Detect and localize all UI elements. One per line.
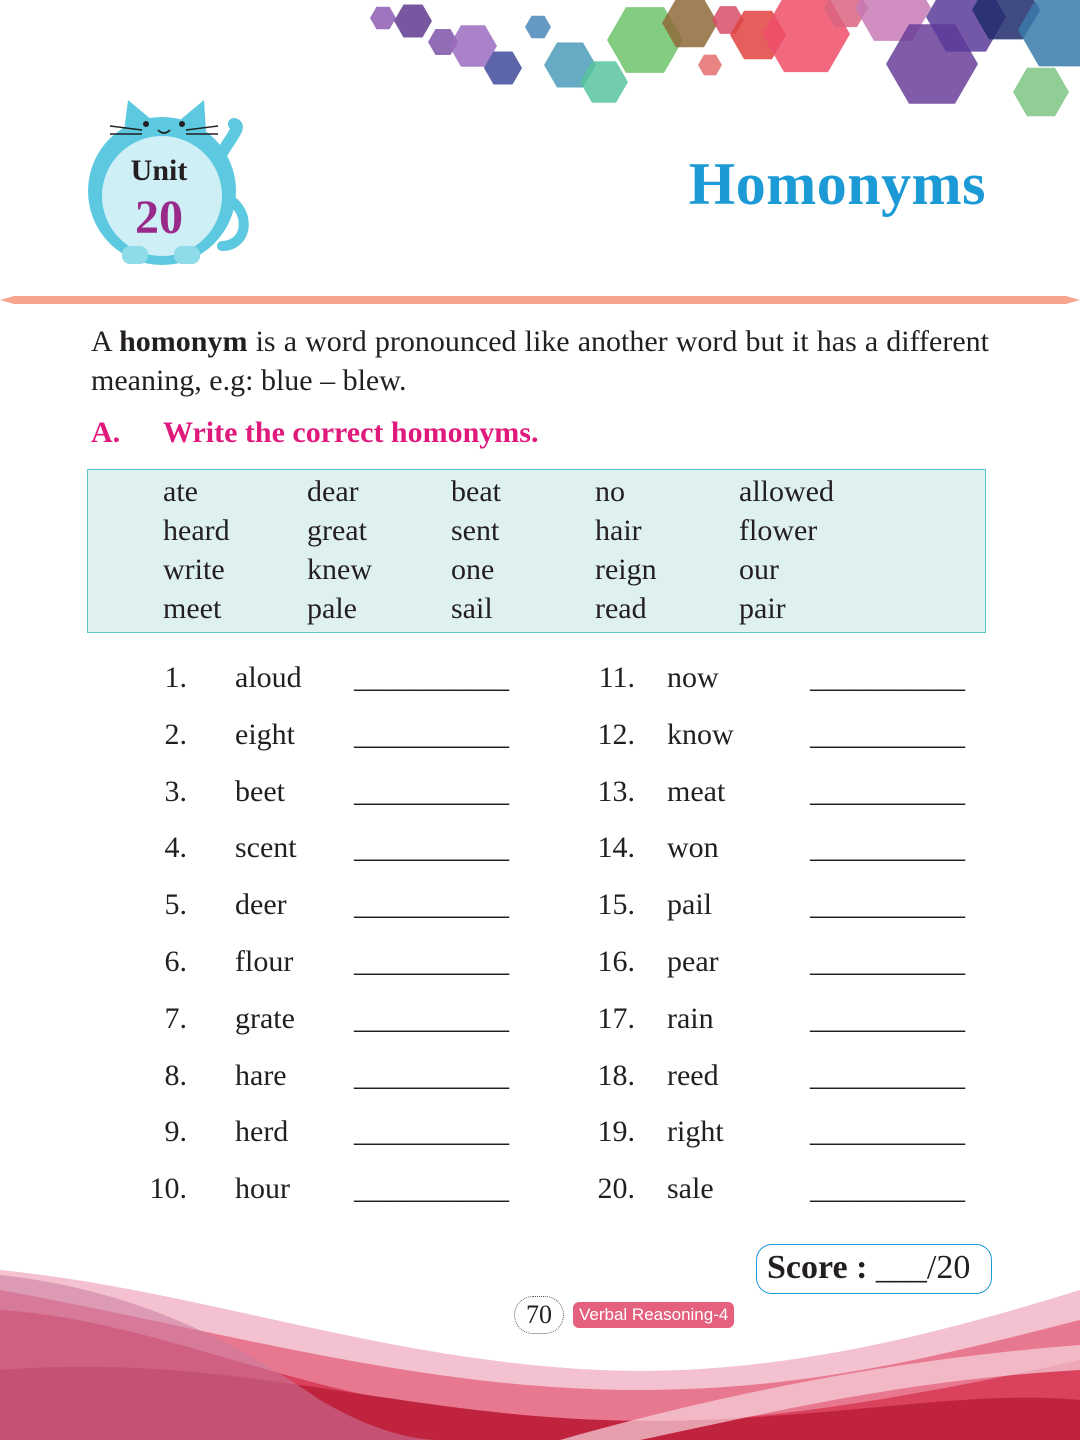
word-bank-word: knew	[307, 553, 372, 586]
answer-blank[interactable]: ___________	[354, 831, 508, 865]
word-bank-word: one	[451, 553, 495, 586]
page-number: 70	[514, 1296, 564, 1334]
word-bank-word: reign	[595, 553, 657, 586]
item-number: 18.	[597, 1058, 635, 1092]
item-word: meat	[667, 774, 726, 808]
item-number: 6.	[164, 945, 187, 978]
item-word: deer	[235, 888, 287, 922]
item-number: 3.	[164, 774, 187, 808]
item-word: aloud	[235, 661, 302, 694]
item-word: flour	[235, 945, 294, 978]
item-number: 8.	[164, 1058, 187, 1092]
section-letter: A.	[91, 416, 121, 449]
answer-blank[interactable]: ___________	[354, 1115, 508, 1149]
answer-blank[interactable]: ___________	[810, 1115, 964, 1149]
answer-blank[interactable]: ___________	[354, 888, 508, 922]
wave-decoration	[0, 1250, 1080, 1440]
unit-number: 20	[135, 191, 183, 244]
item-word: hare	[235, 1058, 287, 1092]
item-number: 9.	[164, 1115, 187, 1149]
word-bank-word: our	[739, 553, 779, 586]
answer-blank[interactable]: ___________	[810, 831, 964, 865]
answer-blank[interactable]: ___________	[354, 1172, 508, 1206]
item-word: pail	[667, 888, 712, 922]
answer-blank[interactable]: ___________	[354, 661, 508, 694]
word-bank-word: meet	[163, 592, 222, 625]
answer-blank[interactable]: ___________	[354, 945, 508, 978]
item-word: scent	[235, 831, 297, 865]
item-number: 13.	[597, 774, 635, 808]
answer-blank[interactable]: ___________	[810, 661, 964, 694]
word-bank-word: hair	[595, 514, 642, 547]
item-word: know	[667, 717, 734, 751]
intro-term: homonym	[119, 325, 248, 358]
item-number: 4.	[164, 831, 187, 865]
item-number: 1.	[164, 661, 187, 694]
hexagon-shape	[698, 55, 722, 76]
word-bank-word: sent	[451, 514, 500, 547]
word-bank	[87, 469, 986, 633]
item-number: 14.	[597, 831, 635, 865]
item-word: herd	[235, 1115, 289, 1149]
page-title: Homonyms	[688, 151, 986, 217]
word-bank-word: great	[307, 514, 367, 547]
section-instruction: Write the correct homonyms.	[163, 416, 539, 449]
answer-blank[interactable]: ___________	[810, 717, 964, 751]
item-number: 16.	[597, 945, 635, 978]
item-number: 11.	[598, 661, 635, 694]
item-number: 15.	[597, 888, 635, 922]
item-word: beet	[235, 774, 285, 808]
answer-blank[interactable]: ___________	[810, 1172, 964, 1206]
score-box: Score : ___/20	[756, 1244, 992, 1294]
hexagon-shape	[525, 16, 551, 39]
item-number: 17.	[597, 1001, 635, 1035]
item-word: rain	[667, 1001, 714, 1035]
item-word: won	[667, 831, 719, 865]
word-bank-word: no	[595, 475, 625, 508]
item-word: right	[667, 1115, 724, 1149]
item-number: 19.	[597, 1115, 635, 1149]
answer-blank[interactable]: ___________	[810, 1001, 964, 1035]
answer-blank[interactable]: ___________	[354, 717, 508, 751]
item-word: grate	[235, 1001, 295, 1035]
item-word: hour	[235, 1172, 290, 1206]
hexagon-shape	[370, 7, 396, 30]
word-bank-word: pale	[307, 592, 357, 625]
item-number: 10.	[149, 1172, 187, 1206]
header-divider	[0, 296, 1080, 304]
item-word: eight	[235, 717, 295, 751]
answer-blank[interactable]: ___________	[354, 1058, 508, 1092]
item-number: 5.	[164, 888, 187, 922]
word-bank-word: allowed	[739, 475, 834, 508]
item-number: 7.	[164, 1001, 187, 1035]
item-word: sale	[667, 1172, 714, 1206]
item-word: pear	[667, 945, 719, 978]
answer-blank[interactable]: ___________	[354, 1001, 508, 1035]
word-bank-word: pair	[739, 592, 786, 625]
answer-blank[interactable]: ___________	[810, 774, 964, 808]
hexagon-shape	[394, 5, 432, 38]
answer-blank[interactable]: ___________	[354, 774, 508, 808]
answer-blank[interactable]: ___________	[810, 945, 964, 978]
unit-label: Unit	[130, 154, 188, 187]
item-word: reed	[667, 1058, 719, 1092]
book-title-badge: Verbal Reasoning-4	[573, 1302, 734, 1328]
word-bank-word: heard	[163, 514, 230, 547]
word-bank-word: dear	[307, 475, 359, 508]
word-bank-word: write	[163, 553, 225, 586]
item-number: 12.	[597, 717, 635, 751]
word-bank-word: read	[595, 592, 647, 625]
item-number: 20.	[597, 1172, 635, 1206]
intro-paragraph: A homonym is a word pronounced like another word but it has a different meaning, e.g: blue – blew.	[91, 325, 989, 397]
score-blank[interactable]: ___	[875, 1249, 927, 1286]
answer-blank[interactable]: ___________	[810, 888, 964, 922]
item-word: now	[667, 661, 719, 694]
word-bank-word: beat	[451, 475, 501, 508]
word-bank-word: flower	[739, 514, 818, 547]
word-bank-word: sail	[451, 592, 493, 625]
answer-blank[interactable]: ___________	[810, 1058, 964, 1092]
word-bank-word: ate	[163, 475, 198, 508]
hexagon-shape	[1013, 68, 1069, 116]
item-number: 2.	[164, 717, 187, 751]
